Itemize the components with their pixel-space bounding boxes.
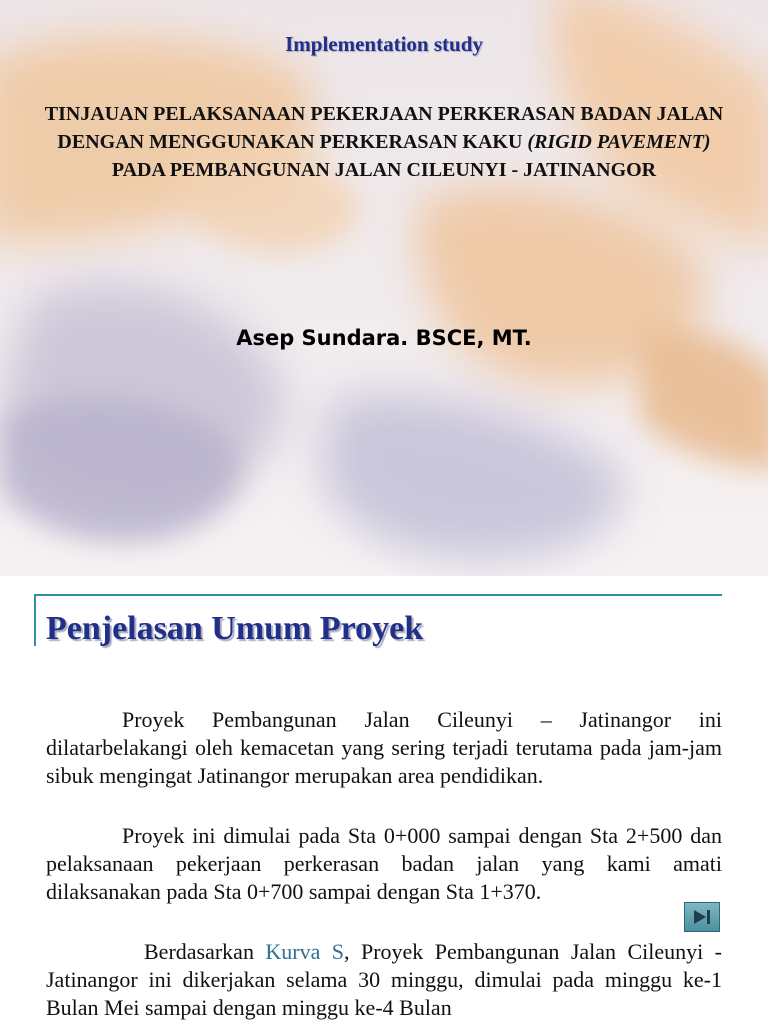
paragraph-stations: Proyek ini dimulai pada Sta 0+000 sampai dengan Sta 2+500 dan pelaksanaan pekerjaan perkerasan badan jalan yang kami amati dilaksanakan pada Sta 0+700 sampai dengan Sta 1+370. — [46, 823, 722, 904]
kurva-s-link[interactable]: Kurva S — [265, 939, 345, 964]
paragraph-schedule-lead: Berdasarkan — [144, 939, 266, 964]
section-heading: Penjelasan Umum Proyek — [46, 610, 424, 647]
next-slide-button[interactable] — [684, 902, 720, 932]
top-divider — [34, 594, 722, 596]
deck-label: Implementation study — [285, 32, 483, 56]
slide-title — [40, 100, 728, 184]
content-slide — [0, 576, 768, 1024]
left-divider — [34, 594, 36, 646]
paragraph-background: Proyek Pembangunan Jalan Cileunyi – Jatinangor ini dilatarbelakangi oleh kemacetan yang sering terjadi terutama pada jam-jam sibuk mengingat Jatinangor merupakan area pendidikan. — [46, 707, 722, 788]
paragraph-schedule — [46, 938, 722, 1022]
title-part-1: TINJAUAN PELAKSANAAN PEKERJAAN PERKERASAN BADAN JALAN DENGAN MENGGUNAKAN PERKERASAN KAKU — [44, 103, 724, 153]
next-slide-icon — [691, 908, 713, 926]
title-part-2: PADA PEMBANGUNAN JALAN CILEUNYI - JATINANGOR — [111, 159, 657, 181]
paragraph-schedule-rest: , Proyek Pembangunan Jalan Cileunyi - Jatinangor ini dikerjakan selama 30 minggu, dimulai pada minggu ke-1 Bulan Mei sampai dengan minggu ke-4 Bulan — [46, 939, 722, 1020]
title-italic: (RIGID PAVEMENT) — [527, 131, 711, 153]
author-name: Asep Sundara. BSCE, MT. — [236, 326, 532, 350]
